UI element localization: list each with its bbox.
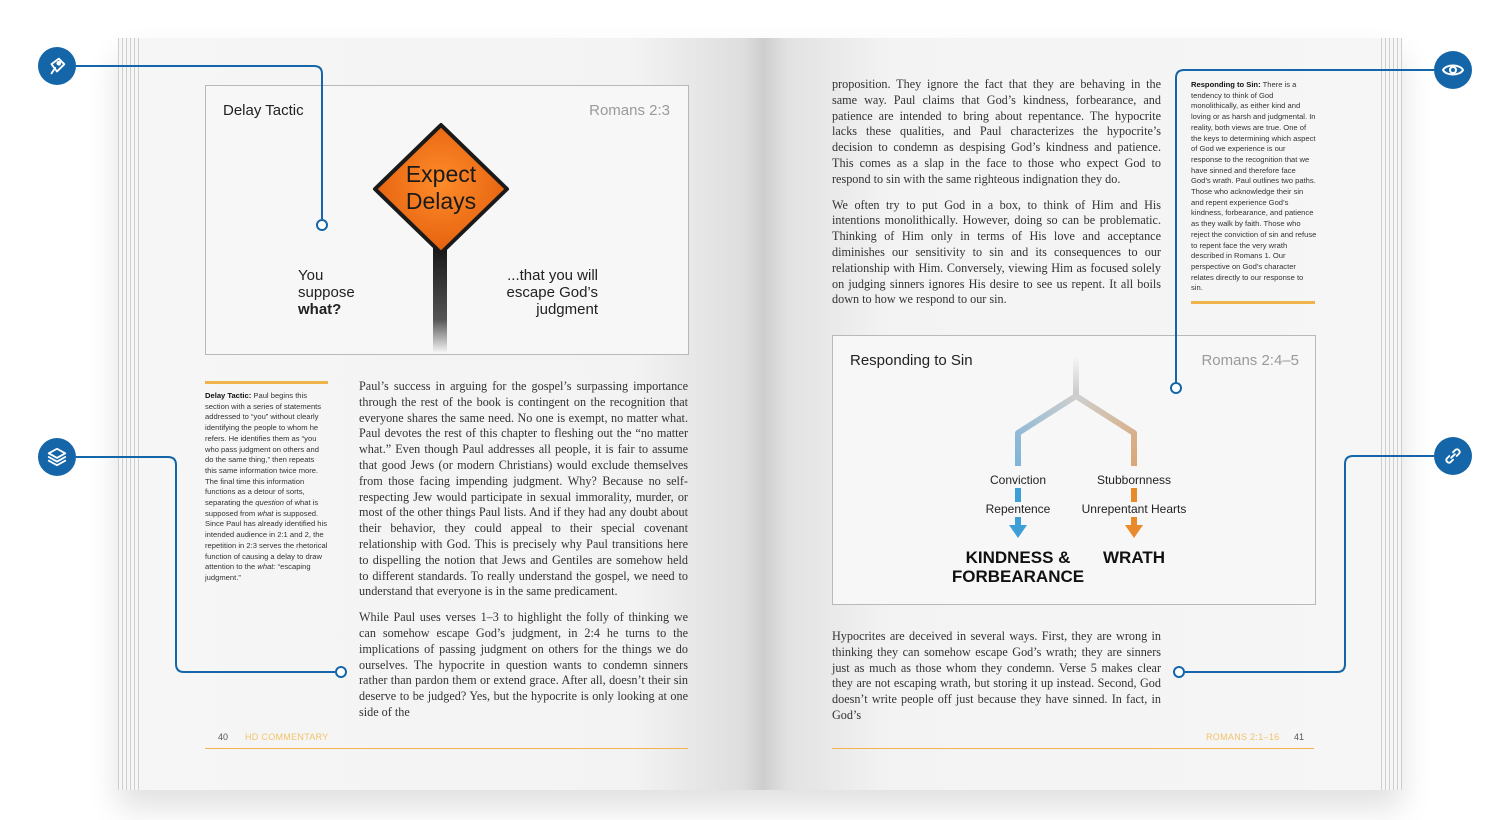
page-number-right: 41	[1294, 732, 1305, 742]
link-icon[interactable]	[1434, 437, 1472, 475]
wrath-result: WRATH	[1103, 548, 1165, 567]
sidenote-heading: Delay Tactic:	[205, 391, 252, 400]
repentence-label: Repentence	[985, 502, 1051, 516]
caption-right-line-3: judgment	[536, 301, 598, 318]
map-pin-icon[interactable]	[38, 47, 76, 85]
sidenote-heading: Responding to Sin:	[1191, 80, 1261, 89]
callout-anchor-dot[interactable]	[316, 219, 328, 231]
result-line-1: KINDNESS &	[965, 548, 1071, 567]
caption-left-line-3: what?	[298, 301, 342, 318]
box-reference: Romans 2:3	[589, 102, 670, 119]
paragraph: While Paul uses verses 1–3 to highlight the folly of thinking we can somehow escape God’s judgment, in 2:4 he turns to the implications of passing judgment on others for the things we do ourselves. The hypocrite in question wants to condemn sinners rather than pardon them or extend grace. After all, doesn’t their sin deserve to be judged? Yes, but the hypocrite is only looking at one side of the	[359, 610, 688, 719]
stubbornness-label: Stubbornness	[1096, 473, 1172, 487]
sidenote-text: of what is supposed from	[205, 498, 319, 518]
layers-icon[interactable]	[38, 438, 76, 476]
sidenote-emphasis: what	[257, 508, 274, 518]
unrepentant-hearts-label: Unrepentant Hearts	[1081, 502, 1187, 516]
page-number-left: 40	[218, 732, 229, 742]
caption-right-line-1: ...that you will	[507, 267, 598, 284]
sidenote-text: There is a tendency to think of God monolithically, as either kind and loving or as harsh and judgmental. In reality, both views are true. One of the keys to determining which aspect of God we experience is our response to the recognition that we have sinned and therefore face God’s wrath. Paul outlines two paths. Those who acknowledge their sin and repent experience God’s kindness, forbearance, and patience as they walk by faith. Those who reject the conviction of sin and refuse to repent face the very wrath described in Romans 1. Our perspective on God’s character relates directly to our response to sin.	[1191, 80, 1317, 293]
sign-line-2: Delays	[405, 188, 477, 214]
caption-left-line-1: You	[298, 267, 324, 284]
paragraph: proposition. They ignore the fact that they are behaving in the same way. Paul claims that God’s kindness, forbearance, and patience are intended to bring about repentance. The hypocrite lacks these qualities, and Paul characterizes the hypocrite’s decision to condemn as despising God’s kindness and patience. This comes as a slap in the face to those who expect God to respond to sin with the same righteous indignation they do.	[832, 77, 1161, 186]
sidenote-emphasis: question	[255, 498, 284, 508]
eye-icon[interactable]	[1434, 51, 1472, 89]
running-head-left: HD COMMENTARY	[245, 732, 329, 742]
callout-anchor-dot[interactable]	[1173, 666, 1185, 678]
sidenote-text: is supposed. Since Paul has already identified his intended audience in 2:1 and 2, the repetition in 2:3 serves the rhetorical function of causing a delay to draw attention to the	[205, 508, 328, 572]
caption-left-line-2: suppose	[298, 284, 355, 301]
sidenote-text: Paul begins this section with a series of statements addressed to “you” without clearly identifying the people to whom he refers. He identifies them as “you who pass judgment on others and do the same thing,” then repeats this same information twice more. The final time this information functions as a detour of sorts, separating the	[205, 391, 322, 508]
conviction-label: Conviction	[989, 473, 1047, 487]
callout-anchor-dot[interactable]	[1170, 382, 1182, 394]
caption-right-line-2: escape God’s	[506, 284, 598, 301]
running-head-right: ROMANS 2:1–16	[1206, 732, 1280, 742]
paragraph: Hypocrites are deceived in several ways. First, they are wrong in thinking they can somehow escape God’s wrath; they are sinners just as much as those whom they condemn. Verse 5 makes clear they are not escaping wrath, but storing it up instead. Second, God doesn’t write people off just because they have sinned. In fact, in God’s	[832, 629, 1161, 722]
diagram-reference: Romans 2:4–5	[1201, 352, 1299, 369]
sidenote-text: “escaping judgment.”	[205, 562, 311, 582]
sign-line-1: Expect	[405, 161, 477, 187]
sidenote-emphasis: what:	[257, 562, 276, 572]
result-line-2: FORBEARANCE	[951, 567, 1085, 586]
paragraph: Paul’s success in arguing for the gospel’s surpassing importance through the rest of the book is contingent on the recognition that everyone shares the same need. No one is exempt, no matter what. Paul devotes the rest of this chapter to fleshing out the “no matter what.” Even though Paul addresses all people, it is fair to assume that good Jews (or modern Christians) would exclude themselves from those facing impending judgment. Why? Because no self-respecting Jew would participate in sexual immorality, murder, or most of the other things Paul lists. And if they had any doubt about their behavior, they could appeal to their special covenant relationship with God. This is precisely why Paul transitions here to dispelling the notion that Jews and Gentiles are somehow held to different standards. To really understand the gospel, we need to understand that everyone is in the same predicament.	[359, 379, 688, 599]
box-title: Delay Tactic	[223, 102, 304, 119]
callout-anchor-dot[interactable]	[335, 666, 347, 678]
paragraph: We often try to put God in a box, to think of Him and His intentions monolithically. However, doing so can be problematic. Thinking of Him only in terms of His love and acceptance diminishes our sensitivity to sin and its consequences to our relationship with Him. Conversely, viewing Him as focused solely on judging sinners ignores His desire to see us repent. It all boils down to how we respond to our sin.	[832, 197, 1161, 307]
diagram-title: Responding to Sin	[850, 352, 973, 369]
